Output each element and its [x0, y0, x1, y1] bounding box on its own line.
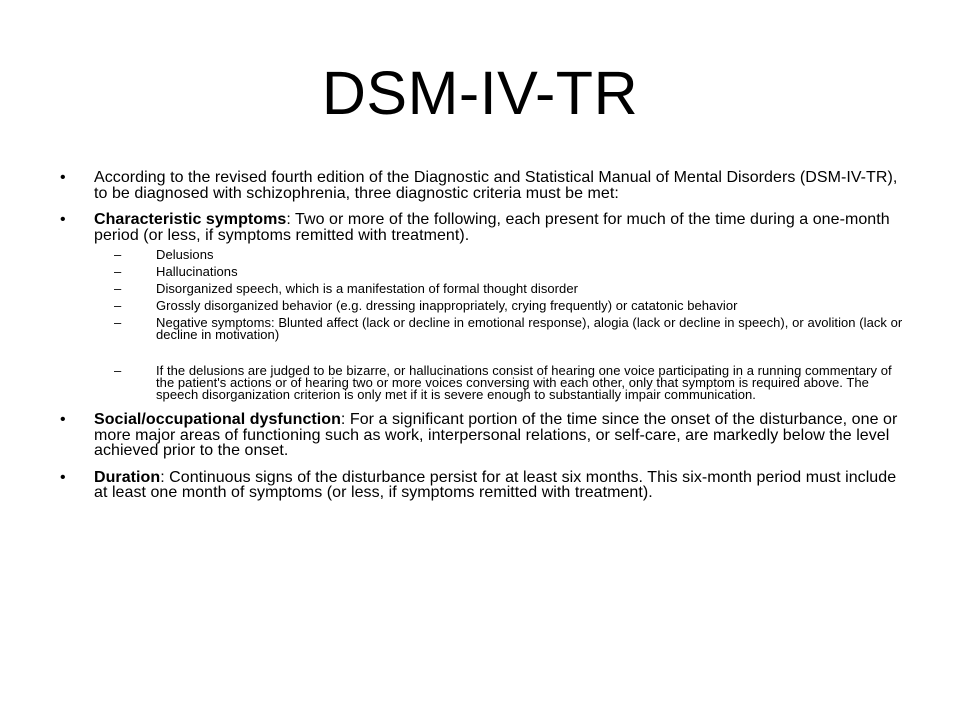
- sub-item-text: Delusions: [156, 247, 214, 262]
- sub-item-hallucinations: [114, 266, 910, 278]
- sub-item-disorganized-speech: [114, 283, 910, 295]
- bullet-social-dysfunction: [60, 412, 910, 459]
- dash-marker: –: [114, 247, 122, 262]
- dash-marker: –: [114, 264, 122, 279]
- dash-marker: –: [114, 363, 122, 378]
- social-text: : For a significant portion of the time since the onset of the disturbance, one or more major areas of functioning such as work, interpersonal relations, or self-care, are markedly below the level achieved prior to the onset.: [94, 411, 898, 459]
- duration-text: : Continuous signs of the disturbance persist for at least six months. This six-month period must include at least one month of symptoms (or less, if symptoms remitted with treatment).: [94, 468, 897, 501]
- characteristic-text: : Two or more of the following, each present for much of the time during a one-month period (or less, if symptoms remitted with treatment).: [94, 211, 890, 244]
- bullet-marker: •: [60, 411, 66, 428]
- bullet-characteristic-symptoms: [60, 212, 910, 401]
- sub-item-text: Disorganized speech, which is a manifestation of formal thought disorder: [156, 281, 578, 296]
- social-lead: Social/occupational dysfunction: [94, 411, 341, 428]
- intro-text: According to the revised fourth edition of the Diagnostic and Statistical Manual of Mental Disorders (DSM-IV-TR), to be diagnosed with schizophrenia, three diagnostic criteria must be met:: [94, 169, 898, 202]
- duration-lead: Duration: [94, 468, 161, 486]
- bullet-marker: •: [60, 211, 66, 228]
- bullet-marker: •: [60, 468, 66, 486]
- bullet-marker: •: [60, 169, 66, 186]
- bullet-duration: [60, 470, 910, 501]
- sub-item-text: Grossly disorganized behavior (e.g. dressing inappropriately, crying frequently) or catatonic behavior: [156, 298, 738, 313]
- dash-marker: –: [114, 298, 122, 313]
- sub-item-delusions: [114, 249, 910, 261]
- slide-title: DSM-IV-TR: [321, 59, 639, 127]
- dash-marker: –: [114, 315, 122, 330]
- sub-item-text: Negative symptoms: Blunted affect (lack or decline in emotional response), alogia (lack or decline in speech), or avolition (lack or decline in motivation): [156, 315, 903, 342]
- bullet-intro: [60, 170, 910, 201]
- dash-marker: –: [114, 281, 122, 296]
- sub-item-text: If the delusions are judged to be bizarre, or hallucinations consist of hearing one voice participating in a running commentary of the patient's actions or of hearing two or more voices conversing with each other, only that symptom is required above. The speech disorganization criterion is only met if it is severe enough to substantially impair communication.: [156, 363, 892, 402]
- sub-item-text: Hallucinations: [156, 264, 238, 279]
- sub-item-bizarre-delusions: [114, 365, 910, 401]
- characteristic-lead: Characteristic symptoms: [94, 211, 287, 228]
- sub-item-disorganized-behavior: [114, 300, 910, 312]
- slide-body: [60, 170, 910, 512]
- sub-item-negative-symptoms: [114, 317, 910, 341]
- characteristic-sublist: [94, 249, 910, 401]
